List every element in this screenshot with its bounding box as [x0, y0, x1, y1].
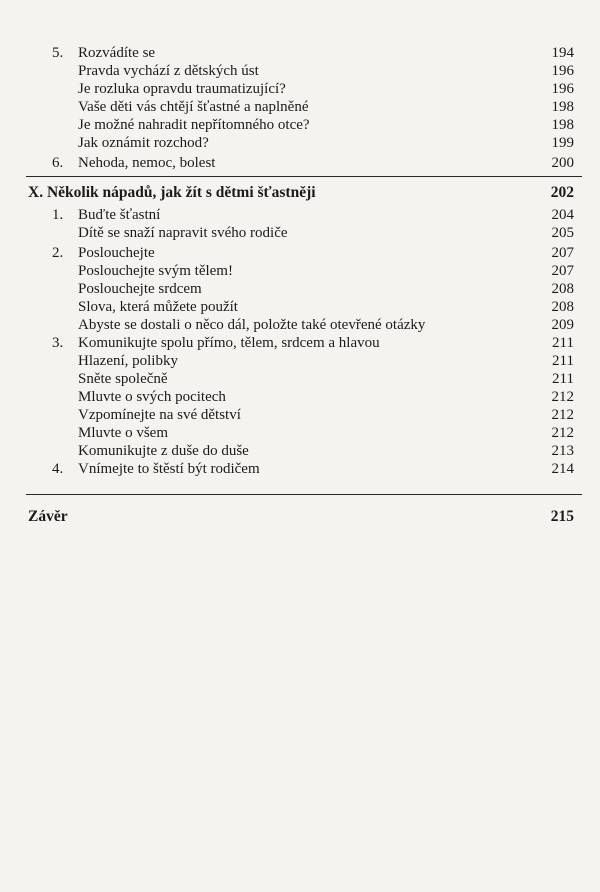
toc-entry-title: Hlazení, polibky: [78, 353, 178, 369]
toc-page-number: 199: [551, 135, 574, 151]
toc-entry-row: [0, 460, 600, 478]
toc-entry-row: [0, 334, 600, 352]
toc-entry-row: [0, 206, 600, 224]
toc-page-number: 211: [552, 335, 574, 351]
toc-entry-number: 1.: [52, 207, 64, 223]
toc-entry-row: [0, 154, 600, 172]
toc-page-number: 213: [551, 443, 574, 459]
toc-entry-title: Je možné nahradit nepřítomného otce?: [78, 117, 310, 133]
toc-entry-title: Pravda vychází z dětských úst: [78, 63, 259, 79]
toc-entry-title: Nehoda, nemoc, bolest: [78, 155, 216, 171]
toc-entry-title: Mluvte o svých pocitech: [78, 389, 226, 405]
toc-entry-title: Dítě se snaží napravit svého rodiče: [78, 225, 288, 241]
toc-entry-row: [0, 406, 600, 424]
toc-entry-row: [0, 262, 600, 280]
toc-entry-row: [0, 134, 600, 152]
toc-entry-title: Rozvádíte se: [78, 45, 156, 61]
toc-page-number: 212: [551, 389, 574, 405]
toc-page-number: 194: [551, 45, 574, 61]
section-divider: [26, 176, 582, 177]
toc-entry-title: Závěr: [28, 508, 68, 525]
toc-entry-row: [0, 244, 600, 262]
toc-entry-row: [0, 98, 600, 116]
toc-entry-title: Sněte společně: [78, 371, 168, 387]
toc-entry-row: [0, 352, 600, 370]
toc-entry-title: Je rozluka opravdu traumatizující?: [78, 81, 286, 97]
toc-page-number: 211: [552, 353, 574, 369]
toc-entry-title: Poslouchejte: [78, 245, 155, 261]
toc-page-number: 200: [551, 155, 574, 171]
toc-entry-row: [0, 80, 600, 98]
toc-entry-row: [0, 298, 600, 316]
toc-page-number: 212: [551, 425, 574, 441]
toc-entry-row: [0, 116, 600, 134]
toc-entry-row: [0, 224, 600, 242]
toc-page-number: 208: [551, 299, 574, 315]
toc-entry-title: Komunikujte spolu přímo, tělem, srdcem a hlavou: [78, 335, 380, 351]
toc-entry-row: [0, 44, 600, 62]
toc-entry-title: Slova, která můžete použít: [78, 299, 238, 315]
section-divider: [26, 494, 582, 495]
toc-entry-number: 6.: [52, 155, 64, 171]
toc-page-number: 196: [551, 63, 574, 79]
toc-page-number: 211: [552, 371, 574, 387]
toc-entry-number: 3.: [52, 335, 64, 351]
toc-page-number: 205: [551, 225, 574, 241]
toc-entry-number: 2.: [52, 245, 64, 261]
toc-entry-title: Vaše děti vás chtějí šťastné a naplněné: [78, 99, 309, 115]
toc-entry-number: 4.: [52, 461, 64, 477]
toc-chapter-row: [0, 184, 600, 202]
toc-entry-title: Poslouchejte svým tělem!: [78, 263, 233, 279]
toc-entry-title: Buďte šťastní: [78, 207, 161, 223]
toc-page-number: 209: [551, 317, 574, 333]
toc-page-number: 207: [551, 245, 574, 261]
toc-entry-title: Abyste se dostali o něco dál, položte také otevřené otázky: [78, 317, 426, 333]
toc-entry-number: 5.: [52, 45, 64, 61]
toc-page-number: 214: [551, 461, 574, 477]
toc-page-number: 198: [551, 117, 574, 133]
toc-chapter-row: [0, 508, 600, 526]
toc-entry-title: Vzpomínejte na své dětství: [78, 407, 241, 423]
toc-page-number: 196: [551, 81, 574, 97]
toc-page-number: 207: [551, 263, 574, 279]
toc-page-number: 215: [550, 508, 574, 525]
toc-page-number: 208: [551, 281, 574, 297]
toc-page-number: 204: [551, 207, 574, 223]
toc-entry-title: Mluvte o všem: [78, 425, 168, 441]
toc-page-number: 202: [550, 184, 574, 201]
toc-entry-row: [0, 442, 600, 460]
toc-entry-row: [0, 62, 600, 80]
toc-page-number: 198: [551, 99, 574, 115]
toc-entry-title: Vnímejte to štěstí být rodičem: [78, 461, 260, 477]
toc-entry-title: X. Několik nápadů, jak žít s dětmi šťastněji: [28, 184, 316, 201]
toc-entry-row: [0, 388, 600, 406]
toc-entry-title: Jak oznámit rozchod?: [78, 135, 209, 151]
toc-entry-row: [0, 316, 600, 334]
toc-entry-row: [0, 370, 600, 388]
toc-entry-row: [0, 424, 600, 442]
toc-entry-title: Komunikujte z duše do duše: [78, 443, 249, 459]
toc-page-number: 212: [551, 407, 574, 423]
toc-entry-row: [0, 280, 600, 298]
toc-entry-title: Poslouchejte srdcem: [78, 281, 202, 297]
